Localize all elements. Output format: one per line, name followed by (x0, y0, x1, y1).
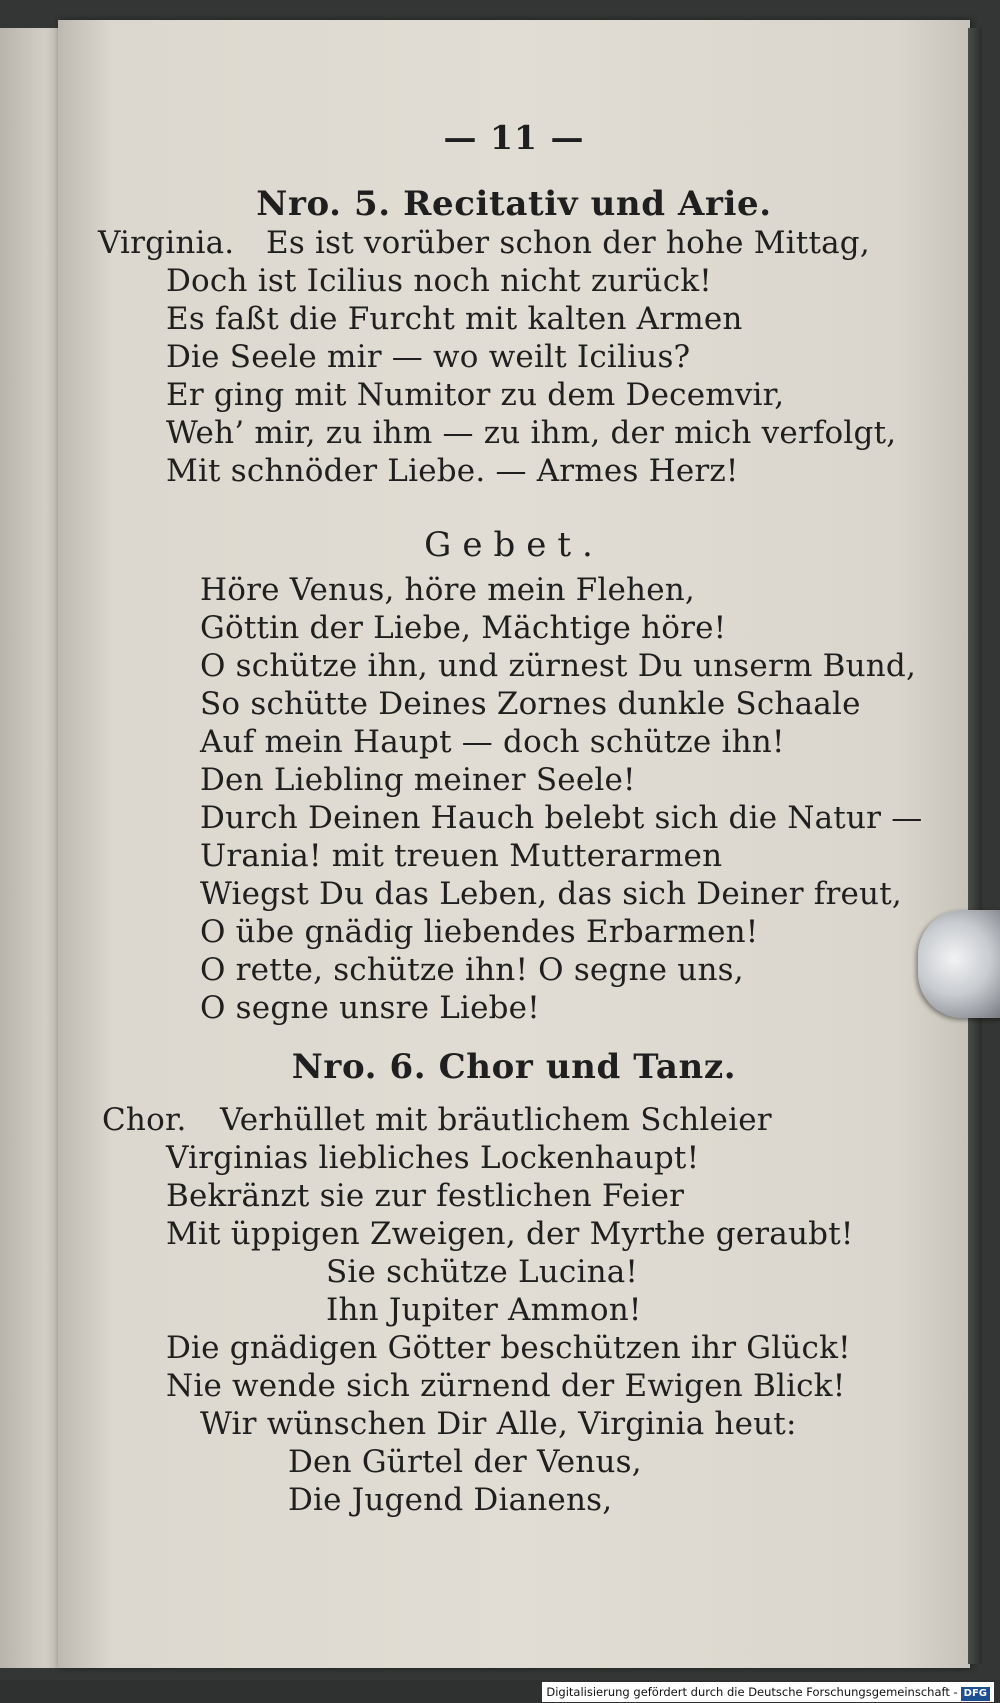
verse-line: O übe gnädig liebendes Erbarmen! (200, 914, 759, 950)
verse-line: Die Seele mir — wo weilt Icilius? (166, 339, 691, 375)
book-page (58, 20, 970, 1668)
verse-line: Die Jugend Dianens, (288, 1482, 613, 1518)
speaker-chor (102, 1101, 187, 1139)
verse-line: Sie schütze Lucina! (326, 1254, 639, 1290)
verse-line: Ihn Jupiter Ammon! (326, 1292, 642, 1328)
verse-line: Er ging mit Numitor zu dem Decemvir, (166, 377, 785, 413)
verse-line: Mit schnöder Liebe. — Armes Herz! (166, 453, 739, 489)
speaker-label: Virginia. (98, 225, 235, 261)
verse-line: Weh’ mir, zu ihm — zu ihm, der mich verfolgt, (166, 415, 897, 451)
verse-line: Höre Venus, höre mein Flehen, (200, 572, 695, 608)
speaker-label: Chor. (102, 1102, 187, 1138)
verse-line: Den Liebling meiner Seele! (200, 762, 636, 798)
verse-line: Mit üppigen Zweigen, der Myrthe geraubt! (166, 1216, 854, 1252)
verse-line: Urania! mit treuen Mutterarmen (200, 838, 723, 874)
dfg-logo: DFG (961, 1687, 990, 1701)
section-heading-nro5: Nro. 5. Recitativ und Arie. (256, 184, 772, 224)
page-clip (918, 910, 1000, 1018)
prayer-heading: Gebet. (424, 525, 604, 565)
verse-line: Doch ist Icilius noch nicht zurück! (166, 263, 712, 299)
verse-line: Göttin der Liebe, Mächtige höre! (200, 610, 727, 646)
digitization-credit (542, 1682, 994, 1702)
verse-line: Nie wende sich zürnend der Ewigen Blick! (166, 1368, 846, 1404)
page-number: — 11 — (443, 118, 585, 157)
book-cover-edge (968, 28, 982, 1664)
verse-line: Durch Deinen Hauch belebt sich die Natur — (200, 800, 923, 836)
section-heading-nro6: Nro. 6. Chor und Tanz. (291, 1047, 737, 1087)
verse-line: O rette, schütze ihn! O segne uns, (200, 952, 744, 988)
verse-line: Bekränzt sie zur festlichen Feier (166, 1178, 685, 1214)
verse-line: Die gnädigen Götter beschützen ihr Glück! (166, 1330, 851, 1366)
verse-line: Virginias liebliches Lockenhaupt! (166, 1140, 700, 1176)
verse-line: Den Gürtel der Venus, (288, 1444, 642, 1480)
verse-line: O segne unsre Liebe! (200, 990, 540, 1026)
verse-line: Wir wünschen Dir Alle, Virginia heut: (200, 1406, 797, 1442)
speaker-virginia (98, 224, 234, 262)
credit-text: Digitalisierung gefördert durch die Deutsche Forschungsgemeinschaft - (546, 1685, 958, 1699)
verse-line: So schütte Deines Zornes dunkle Schaale (200, 686, 861, 722)
verse-line: Auf mein Haupt — doch schütze ihn! (200, 724, 785, 760)
verse-line: O schütze ihn, und zürnest Du unserm Bund, (200, 648, 917, 684)
verse-line: Es ist vorüber schon der hohe Mittag, (266, 225, 870, 261)
verse-line: Wiegst Du das Leben, das sich Deiner freut, (200, 876, 902, 912)
verse-line: Verhüllet mit bräutlichem Schleier (220, 1102, 772, 1138)
verse-line: Es faßt die Furcht mit kalten Armen (166, 301, 743, 337)
